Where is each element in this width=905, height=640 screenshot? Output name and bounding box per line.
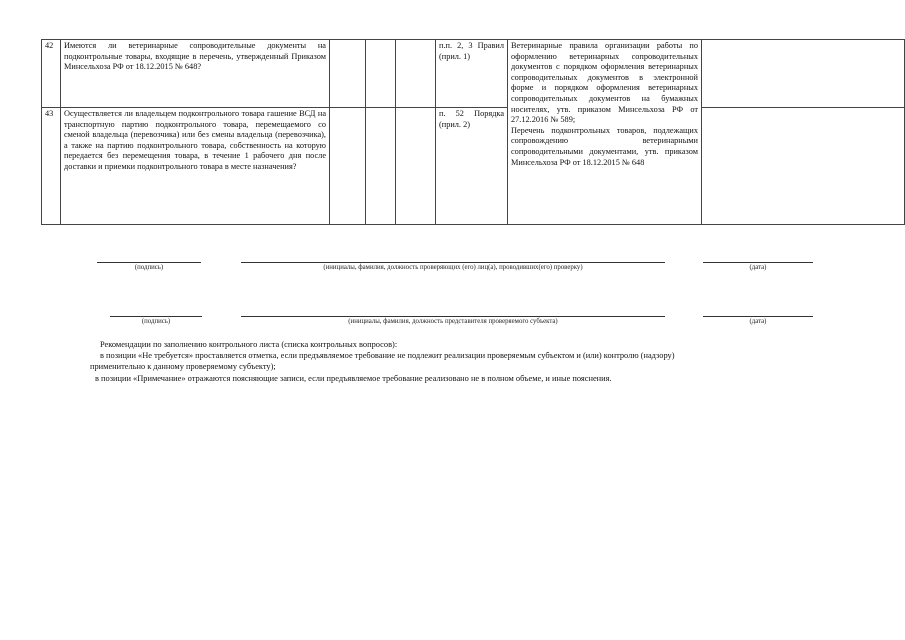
recommendations-title: Рекомендации по заполнению контрольного листа (списка контрольных вопросов): [100,340,398,349]
note-cell [702,108,905,225]
normative-act-paragraph: Перечень подконтрольных товаров, подлежащих сопровождению ветеринарными сопроводительными документами, утв. приказом Минсельхоза РФ от 18.12.2015 № 648 [511,125,698,167]
row-number: 42 [42,40,61,108]
signature-caption: (подпись) [141,318,171,325]
question-text: Осуществляется ли владельцем подконтрольного товара гашение ВСД на транспортную партию подконтрольного товара, перемещаемого со сменой владельца (перевозчика) или без смены владельца (перевозчика), а также на партию подконтрольного товара, собственность на которую передается без перемещения товара, в течение 1 рабочего дня после доставки и приемки подконтрольного товара в месте назначения? [61,108,330,225]
answer-cell-not-required [396,40,436,108]
date-line [703,262,813,263]
requirement-reference: п. 52 Порядка (прил. 2) [436,108,508,225]
row-number: 43 [42,108,61,225]
checklist-table [41,39,905,225]
note-cell [702,40,905,108]
subject-representative-line [241,316,665,317]
answer-cell-not-required [396,108,436,225]
recommendations-block [95,339,855,361]
answer-cell-yes [330,40,366,108]
signature-line [110,316,202,317]
recommendation-item: в позиции «Примечание» отражаются поясняющие записи, если предъявляемое требование реализовано не в полном объеме, и иные пояснения. [95,374,612,383]
signature-line [97,262,201,263]
subject-representative-caption: (инициалы, фамилия, должность представителя проверяемого субъекта) [348,318,558,325]
recommendation-item: в позиции «Не требуется» проставляется отметка, если предъявляемое требование не подлежит реализации проверяемым субъектом и (или) контролю (надзору) [100,351,675,360]
recommendation-item-continuation: применительно к данному проверяемому субъекту); [90,362,276,371]
requirement-reference: п.п. 2, 3 Правил (прил. 1) [436,40,508,108]
table-row [42,108,905,225]
inspector-name-caption: (инициалы, фамилия, должность проверяющих (его) лиц(а), проводивших(его) проверку) [323,264,583,271]
date-caption: (дата) [749,318,767,325]
date-caption: (дата) [749,264,767,271]
inspector-name-line [241,262,665,263]
answer-cell-no [366,40,396,108]
answer-cell-no [366,108,396,225]
date-line [703,316,813,317]
table-row [42,40,905,108]
normative-act-reference [508,40,702,225]
normative-act-paragraph: Ветеринарные правила организации работы по оформлению ветеринарных сопроводительных документов с порядком оформления ветеринарных сопроводительных документов в электронной форме и порядком оформления ветеринарных сопроводительных документов на бумажных носителях, утв. приказом Минсельхоза РФ от 27.12.2016 № 589; [511,41,698,125]
answer-cell-yes [330,108,366,225]
signature-caption: (подпись) [134,264,164,271]
question-text: Имеются ли ветеринарные сопроводительные документы на подконтрольные товары, входящие в перечень, утвержденный Приказом Минсельхоза РФ от 18.12.2015 № 648? [61,40,330,108]
